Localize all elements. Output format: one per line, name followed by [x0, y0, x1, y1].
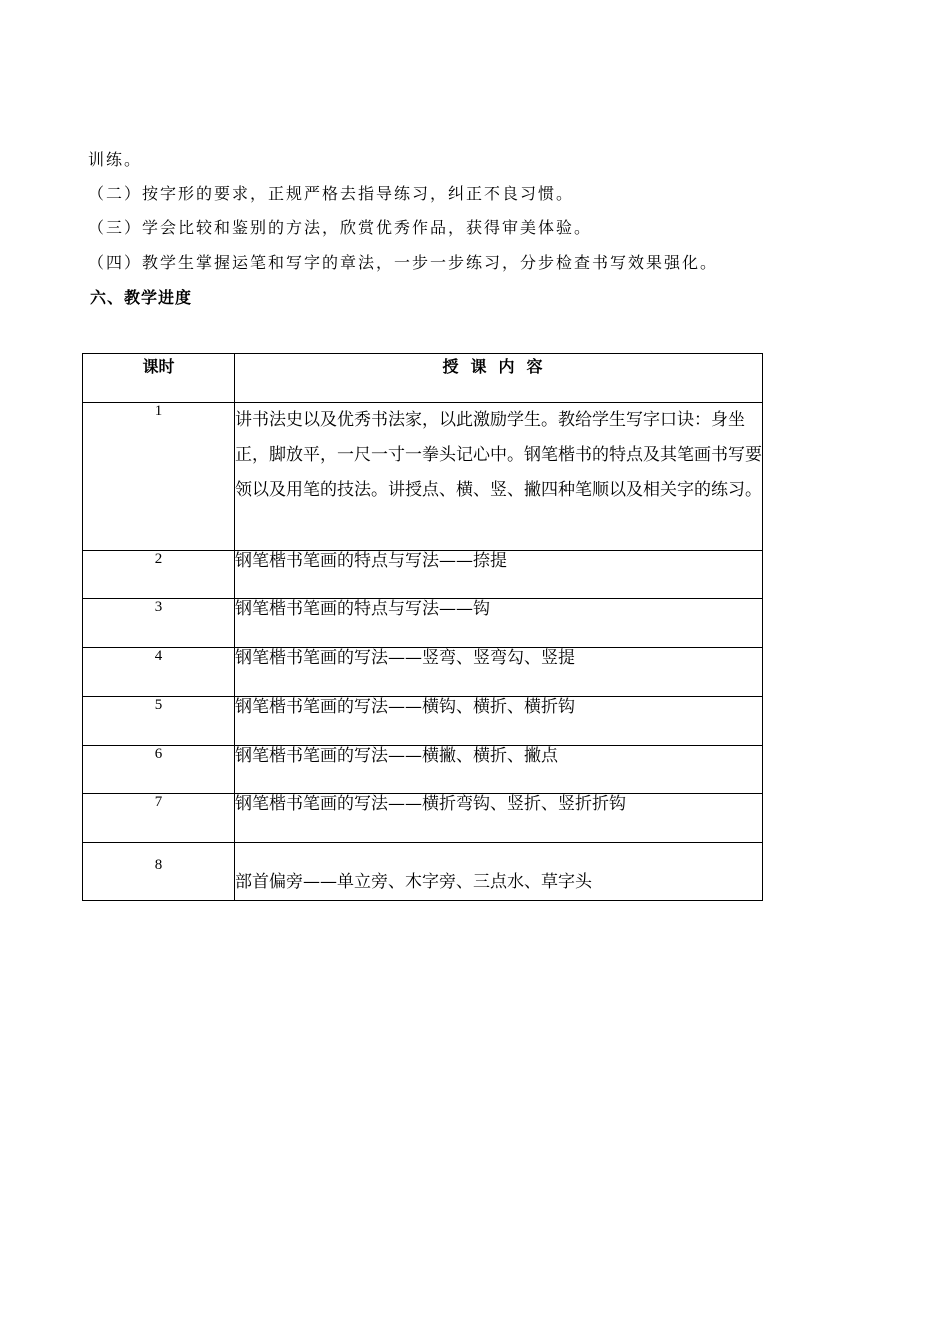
table-row — [83, 599, 763, 648]
period-cell: 8 — [83, 843, 235, 901]
table-row — [83, 551, 763, 599]
period-cell: 3 — [83, 599, 235, 648]
table-row — [83, 697, 763, 746]
content-cell: 钢笔楷书笔画的写法——横钩、横折、横折钩 — [235, 697, 763, 746]
period-cell: 6 — [83, 746, 235, 794]
period-cell: 7 — [83, 794, 235, 843]
paragraph-continuation: 训练。 — [88, 150, 143, 169]
paragraph-item-3: （三）学会比较和鉴别的方法，欣赏优秀作品，获得审美体验。 — [88, 218, 593, 237]
content-cell: 钢笔楷书笔画的写法——竖弯、竖弯勾、竖提 — [235, 648, 763, 697]
period-cell: 2 — [83, 551, 235, 599]
period-cell: 1 — [83, 403, 235, 551]
table-row — [83, 746, 763, 794]
section-heading: 六、教学进度 — [90, 288, 193, 307]
table-header-row — [83, 354, 763, 403]
content-cell: 部首偏旁——单立旁、木字旁、三点水、草字头 — [235, 843, 763, 901]
period-cell: 4 — [83, 648, 235, 697]
table-row — [83, 648, 763, 697]
content-cell: 钢笔楷书笔画的写法——横撇、横折、撇点 — [235, 746, 763, 794]
table-row — [83, 843, 763, 901]
table-row — [83, 794, 763, 843]
schedule-table — [82, 353, 763, 901]
period-cell: 5 — [83, 697, 235, 746]
header-period: 课时 — [83, 354, 235, 403]
paragraph-item-4: （四）教学生掌握运笔和写字的章法，一步一步练习，分步检查书写效果强化。 — [88, 253, 719, 272]
table-row — [83, 403, 763, 551]
header-content: 授课内容 — [235, 354, 763, 403]
content-cell: 钢笔楷书笔画的特点与写法——捺提 — [235, 551, 763, 599]
content-cell: 钢笔楷书笔画的特点与写法——钩 — [235, 599, 763, 648]
paragraph-item-2: （二）按字形的要求，正规严格去指导练习，纠正不良习惯。 — [88, 184, 575, 203]
content-cell: 讲书法史以及优秀书法家，以此激励学生。教给学生写字口诀：身坐正，脚放平，一尺一寸一拳头记心中。钢笔楷书的特点及其笔画书写要领以及用笔的技法。讲授点、横、竖、撇四种笔顺以及相关字的练习。 — [235, 403, 763, 551]
content-cell: 钢笔楷书笔画的写法——横折弯钩、竖折、竖折折钩 — [235, 794, 763, 843]
